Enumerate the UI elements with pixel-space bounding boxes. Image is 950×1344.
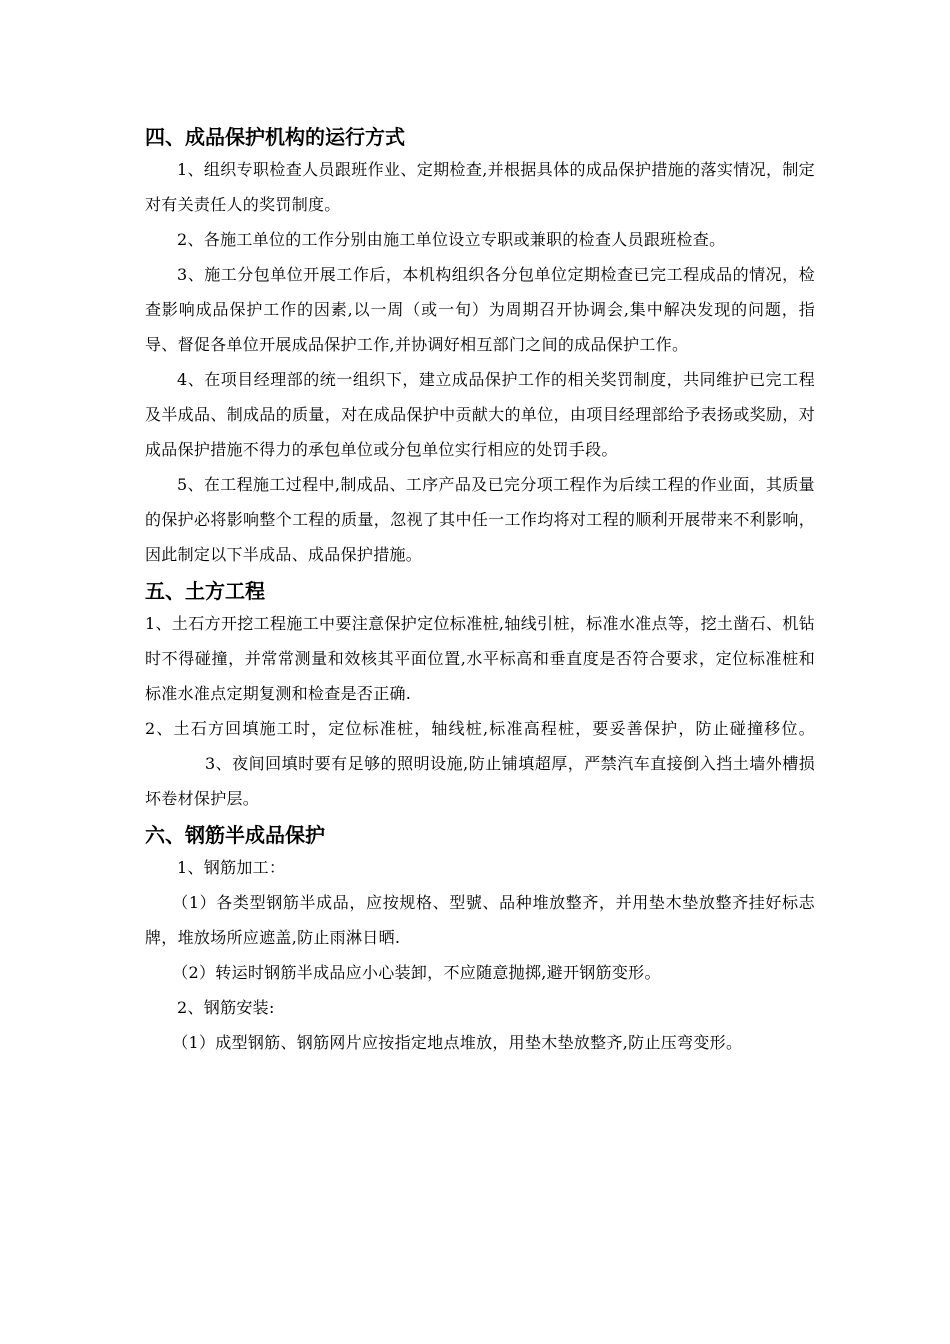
paragraph: （2）转运时钢筋半成品应小心装卸，不应随意抛掷,避开钢筋变形。 [172,963,661,982]
paragraph: （1）各类型钢筋半成品，应按规格、型號、品种堆放整齐，并用垫木垫放整齐挂好标志牌，堆放场所应遮盖,防止雨淋日晒. [145,893,815,947]
paragraph: 1、钢筋加工： [177,858,286,877]
paragraph-combined [145,711,815,816]
section-rebar-protection [145,820,815,1060]
paragraph: 1、土石方开挖工程施工中要注意保护定位标准桩,轴线引桩，标准水准点等，挖土凿石、机钻时不得碰撞，并常常测量和效核其平面位置,水平标高和垂直度是否符合要求，定位标准桩和标准水准点定期复测和检查是否正确. [145,614,815,703]
paragraph-part: 2、土石方回填施工时，定位标准桩，轴线桩,标准高程桩，要妥善保护，防止碰撞移位。 [145,719,815,738]
paragraph: （1）成型钢筋、钢筋网片应按指定地点堆放，用垫木垫放整齐,防止压弯变形。 [172,1033,743,1052]
document-page [145,118,815,1060]
paragraph-part: 3、夜间回填时要有足够的照明设施,防止铺填超厚，严禁汽车直接倒入挡土墙外槽损坏卷材保护层。 [145,754,815,808]
paragraph: 3、施工分包单位开展工作后，本机构组织各分包单位定期检查已完工程成品的情况，检查影响成品保护工作的因素,以一周（或一旬）为周期召开协调会,集中解决发现的问题，指导、督促各单位开展成品保护工作,并协调好相互部门之间的成品保护工作。 [145,265,815,354]
section-heading: 四、成品保护机构的运行方式 [145,125,405,149]
section-heading: 六、钢筋半成品保护 [145,823,325,847]
paragraph: 1、组织专职检查人员跟班作业、定期检查,并根据具体的成品保护措施的落实情况，制定对有关责任人的奖罚制度。 [145,160,815,214]
section-earthwork [145,576,815,816]
paragraph: 2、各施工单位的工作分别由施工单位设立专职或兼职的检查人员跟班检查。 [177,230,726,249]
paragraph: 2、钢筋安装: [177,998,275,1017]
paragraph: 4、在项目经理部的统一组织下，建立成品保护工作的相关奖罚制度，共同维护已完工程及半成品、制成品的质量，对在成品保护中贡献大的单位，由项目经理部给予表扬或奖励，对成品保护措施不得力的承包单位或分包单位实行相应的处罚手段。 [145,370,815,459]
section-heading: 五、土方工程 [145,579,265,603]
section-operation-mode [145,122,815,572]
paragraph: 5、在工程施工过程中,制成品、工序产品及已完分项工程作为后续工程的作业面，其质量的保护必将影响整个工程的质量，忽视了其中任一工作均将对工程的顺利开展带来不利影响，因此制定以下半成品、成品保护措施。 [145,475,815,564]
